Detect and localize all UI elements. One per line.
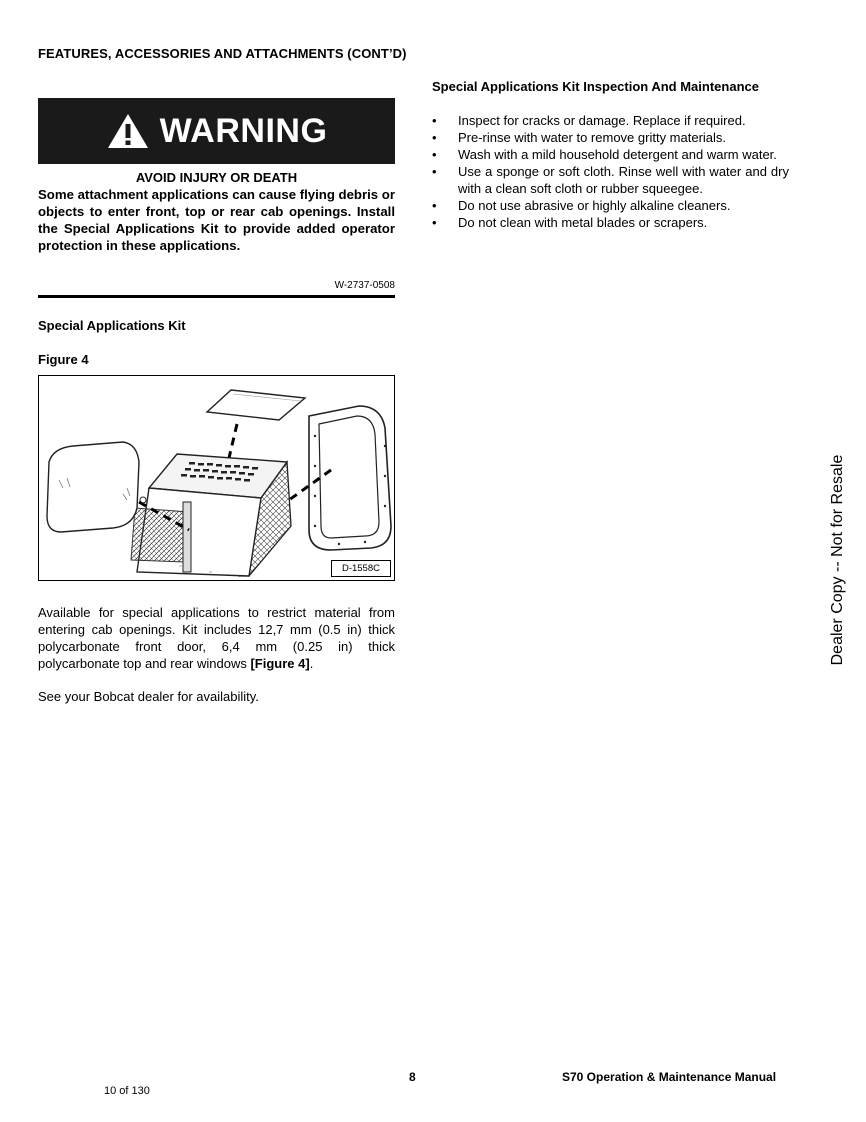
bullet-icon: • (432, 164, 437, 179)
figure-4 (38, 375, 395, 581)
warning-triangle-icon (106, 112, 150, 150)
bullet-icon: • (432, 113, 437, 128)
figure-label: Figure 4 (38, 352, 89, 367)
list-item: • Do not use abrasive or highly alkaline cleaners. (432, 198, 731, 213)
warning-word: WARNING (159, 111, 328, 150)
section-header: FEATURES, ACCESSORIES AND ATTACHMENTS (CONT’D) (38, 46, 407, 61)
warning-banner (38, 98, 395, 164)
inspection-title: Special Applications Kit Inspection And Maintenance (432, 79, 759, 94)
kit-description-text: Available for special applications to restrict material from entering cab openings. Kit includes 12,7 mm (0.5 in) thick polycarbonate front door, 6,4 mm (0.25 in) thick polycarbonate top and rear windows (38, 605, 395, 671)
page-of-total: 10 of 130 (104, 1085, 150, 1097)
warning-divider (38, 295, 395, 298)
top-window (207, 390, 305, 420)
bullet-icon: • (432, 147, 437, 162)
list-item: • Pre-rinse with water to remove gritty materials. (432, 130, 727, 145)
bullet-icon: • (432, 130, 437, 145)
warning-subtitle: AVOID INJURY OR DEATH (135, 170, 298, 185)
see-dealer-note: See your Bobcat dealer for availability. (38, 689, 259, 704)
front-door (47, 442, 139, 532)
list-item: • Use a sponge or soft cloth. Rinse well with water and dry with a clean soft cloth or rubber squeegee. (432, 164, 789, 196)
kit-title: Special Applications Kit (38, 318, 186, 333)
figure-reference: [Figure 4] (250, 656, 310, 671)
list-item: • Do not clean with metal blades or scrapers. (432, 215, 708, 230)
inspection-list (432, 112, 789, 231)
side-watermark: Dealer Copy -- Not for Resale (829, 454, 846, 666)
warning-body: Some attachment applications can cause flying debris or objects to enter front, top or rear cab openings. Install the Special Applications Kit to provide added operator protection in these applications. (38, 187, 395, 253)
manual-name: S70 Operation & Maintenance Manual (562, 1070, 777, 1084)
cab-kit-illustration (39, 376, 395, 581)
warning-code: W-2737-0508 (334, 280, 395, 291)
page-number: 8 (409, 1070, 416, 1084)
list-item: • Inspect for cracks or damage. Replace if required. (432, 113, 746, 128)
bullet-icon: • (432, 198, 437, 213)
bullet-icon: • (432, 215, 437, 230)
kit-description (38, 604, 395, 672)
figure-code: D-1558C (331, 560, 391, 577)
kit-description-end: . (309, 656, 314, 671)
list-item: • Wash with a mild household detergent and warm water. (432, 147, 777, 162)
